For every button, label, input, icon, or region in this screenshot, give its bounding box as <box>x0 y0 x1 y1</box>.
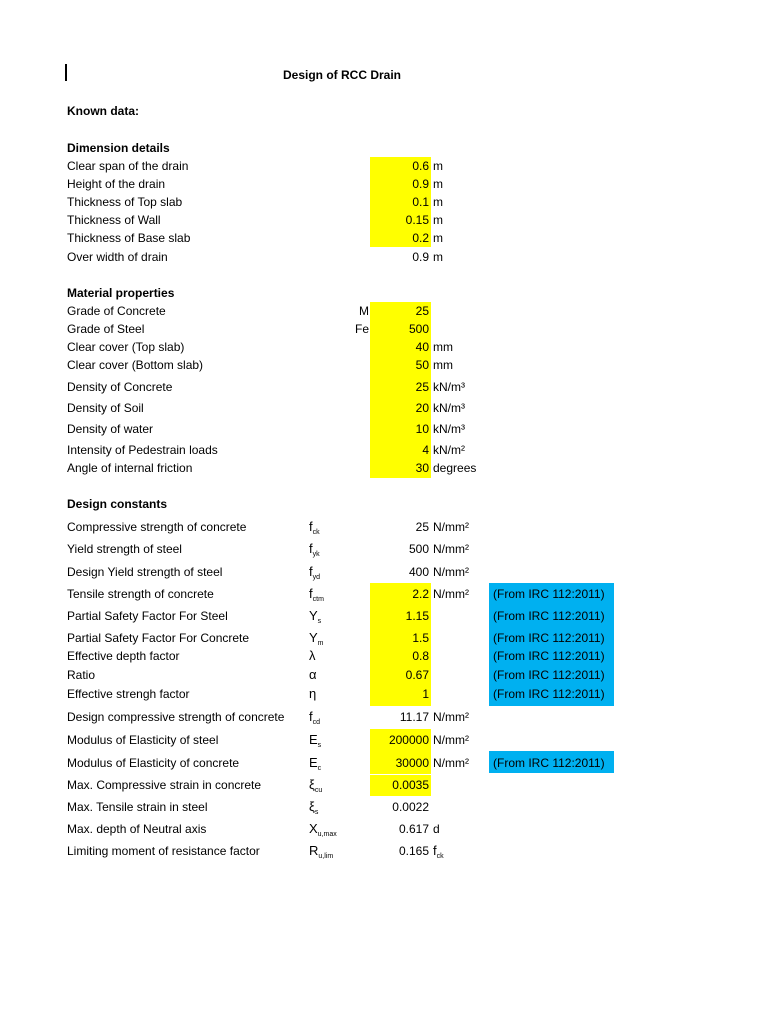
row-label: Density of Concrete <box>67 380 173 394</box>
row-grade-steel <box>0 321 768 337</box>
row-label: Partial Safety Factor For Concrete <box>67 631 250 645</box>
row-fck <box>0 519 768 535</box>
unit-label: m <box>433 250 443 264</box>
value-cell: 0.0035 <box>392 778 429 792</box>
row-label: Yield strength of steel <box>67 542 182 556</box>
symbol: λ <box>309 648 316 663</box>
row-label: Clear cover (Top slab) <box>67 340 185 354</box>
reference-note: (From IRC 112:2011) <box>493 631 605 645</box>
value-cell: 50 <box>415 358 429 372</box>
row-density-soil <box>0 400 768 416</box>
unit-label: d <box>433 822 440 836</box>
value-cell: 11.17 <box>399 710 429 724</box>
value-cell: 25 <box>415 304 429 318</box>
row-label: Max. depth of Neutral axis <box>67 822 207 836</box>
symbol: $E_s$ <box>309 732 322 749</box>
unit-label: m <box>433 195 443 209</box>
value-cell: 4 <box>422 443 429 457</box>
page-title: Design of RCC Drain <box>283 68 402 82</box>
reference-note: (From IRC 112:2011) <box>493 649 605 663</box>
row-es <box>0 732 768 748</box>
row-cover-bottom <box>0 357 768 373</box>
row-fyd <box>0 564 768 580</box>
row-label: Effective depth factor <box>67 649 180 663</box>
symbol: $f_{yd}$ <box>309 564 321 581</box>
row-density-water <box>0 421 768 437</box>
value-cell: 25 <box>415 520 429 534</box>
unit-label: N/mm² <box>433 733 469 747</box>
row-fyk <box>0 541 768 557</box>
row-grade-concrete <box>0 303 768 319</box>
row-label: Clear span of the drain <box>67 159 189 173</box>
row-label: Effective strengh factor <box>67 687 190 701</box>
value-cell: 0.1 <box>412 195 429 209</box>
value-cell: 200000 <box>388 733 429 747</box>
unit-label: N/mm² <box>433 520 469 534</box>
value-cell: 0.15 <box>405 213 429 227</box>
row-label: Ratio <box>67 668 96 682</box>
row-clear-span <box>0 158 768 174</box>
row-label: Max. Tensile strain in steel <box>67 800 208 814</box>
row-label: Over width of drain <box>67 250 168 264</box>
symbol: $Y_m$ <box>309 630 324 647</box>
value-cell: 2.2 <box>412 587 429 601</box>
unit-label: kN/m³ <box>433 380 465 394</box>
value-cell: 0.8 <box>412 649 429 663</box>
unit-label: N/mm² <box>433 565 469 579</box>
row-label: Partial Safety Factor For Steel <box>67 609 228 623</box>
row-strain-cu <box>0 777 768 793</box>
value-cell: 1.15 <box>405 609 429 623</box>
unit-label: kN/m³ <box>433 401 465 415</box>
reference-note: (From IRC 112:2011) <box>493 668 605 682</box>
row-lambda <box>0 648 768 664</box>
row-label: Limiting moment of resistance factor <box>67 844 260 858</box>
symbol: $\xi_{cu}$ <box>309 777 323 794</box>
row-label: Modulus of Elasticity of steel <box>67 733 219 747</box>
row-fctm <box>0 586 768 602</box>
unit-label: N/mm² <box>433 710 469 724</box>
row-cover-top <box>0 339 768 355</box>
value-cell: 20 <box>415 401 429 415</box>
symbol: $E_c$ <box>309 755 322 772</box>
row-alpha <box>0 667 768 683</box>
unit-label: kN/m² <box>433 443 465 457</box>
value-cell: 30000 <box>395 756 429 770</box>
row-pedestrian-load <box>0 442 768 458</box>
reference-note: (From IRC 112:2011) <box>493 687 605 701</box>
symbol: $f_{ck}$ <box>309 519 320 536</box>
row-label: Clear cover (Bottom slab) <box>67 358 204 372</box>
text-cursor <box>65 64 67 81</box>
row-gamma-s <box>0 608 768 624</box>
row-top-slab <box>0 194 768 210</box>
value-cell: 0.2 <box>412 231 429 245</box>
known-data-heading: Known data: <box>67 104 139 118</box>
value-cell: 0.617 <box>398 822 429 836</box>
row-label: Height of the drain <box>67 177 166 191</box>
row-label: Compressive strength of concrete <box>67 520 247 534</box>
row-label: Max. Compressive strain in concrete <box>67 778 262 792</box>
row-wall <box>0 212 768 228</box>
grade-prefix: Fe <box>354 322 369 336</box>
unit-label: N/mm² <box>433 587 469 601</box>
value-cell: 1 <box>422 687 429 701</box>
row-label: Density of water <box>67 422 154 436</box>
value-cell: 0.0022 <box>392 800 429 814</box>
symbol: $f_{cd}$ <box>309 709 321 726</box>
row-ec <box>0 755 768 771</box>
row-eta <box>0 686 768 702</box>
symbol: $R_{u,lim}$ <box>309 843 334 860</box>
grade-prefix: M <box>359 304 369 318</box>
symbol: α <box>309 667 317 682</box>
symbol: η <box>309 686 317 701</box>
symbol: $Y_s$ <box>309 608 322 625</box>
unit-label: m <box>433 159 443 173</box>
symbol: $X_{u,max}$ <box>309 821 337 838</box>
unit-label: degrees <box>433 461 477 475</box>
dimension-heading: Dimension details <box>67 141 170 155</box>
value-cell: 1.5 <box>412 631 429 645</box>
row-label: Thickness of Base slab <box>67 231 191 245</box>
value-cell: 0.9 <box>412 177 429 191</box>
unit-label: N/mm² <box>433 542 469 556</box>
unit-label: m <box>433 213 443 227</box>
row-label: Intensity of Pedestrain loads <box>67 443 218 457</box>
unit-label: m <box>433 231 443 245</box>
symbol: $f_{yk}$ <box>309 541 320 558</box>
row-label: Tensile strength of concrete <box>67 587 214 601</box>
unit-label: mm <box>433 340 453 354</box>
row-label: Design compressive strength of concrete <box>67 710 285 724</box>
value-cell: 400 <box>408 565 429 579</box>
reference-note: (From IRC 112:2011) <box>493 587 605 601</box>
row-base-slab <box>0 230 768 246</box>
material-heading: Material properties <box>67 286 175 300</box>
row-ru-lim <box>0 843 768 859</box>
unit-label: mm <box>433 358 453 372</box>
value-cell: 0.9 <box>412 250 429 264</box>
value-cell: 0.6 <box>412 159 429 173</box>
row-label: Density of Soil <box>67 401 144 415</box>
unit-label: N/mm² <box>433 756 469 770</box>
row-strain-s <box>0 799 768 815</box>
row-friction-angle <box>0 460 768 476</box>
reference-note: (From IRC 112:2011) <box>493 609 605 623</box>
design-heading: Design constants <box>67 497 168 511</box>
value-cell: 500 <box>408 542 429 556</box>
row-density-concrete <box>0 379 768 395</box>
unit-label: kN/m³ <box>433 422 465 436</box>
row-label: Angle of internal friction <box>67 461 193 475</box>
unit-label: m <box>433 177 443 191</box>
row-label: Grade of Steel <box>67 322 145 336</box>
symbol: $\xi_s$ <box>309 799 319 816</box>
value-cell: 0.165 <box>398 844 429 858</box>
row-label: Thickness of Top slab <box>67 195 183 209</box>
value-cell: 40 <box>415 340 429 354</box>
row-label: Thickness of Wall <box>67 213 161 227</box>
row-fcd <box>0 709 768 725</box>
value-cell: 25 <box>415 380 429 394</box>
value-cell: 500 <box>408 322 429 336</box>
row-over-width <box>0 249 768 265</box>
row-gamma-m <box>0 630 768 646</box>
value-cell: 30 <box>415 461 429 475</box>
row-xu-max <box>0 821 768 837</box>
value-cell: 10 <box>415 422 429 436</box>
row-height <box>0 176 768 192</box>
row-label: Grade of Concrete <box>67 304 166 318</box>
value-cell: 0.67 <box>405 668 429 682</box>
row-label: Design Yield strength of steel <box>67 565 223 579</box>
symbol: $f_{ctm}$ <box>309 586 324 603</box>
row-label: Modulus of Elasticity of concrete <box>67 756 240 770</box>
reference-note: (From IRC 112:2011) <box>493 756 605 770</box>
unit-label: $f_{ck}$ <box>433 843 444 860</box>
